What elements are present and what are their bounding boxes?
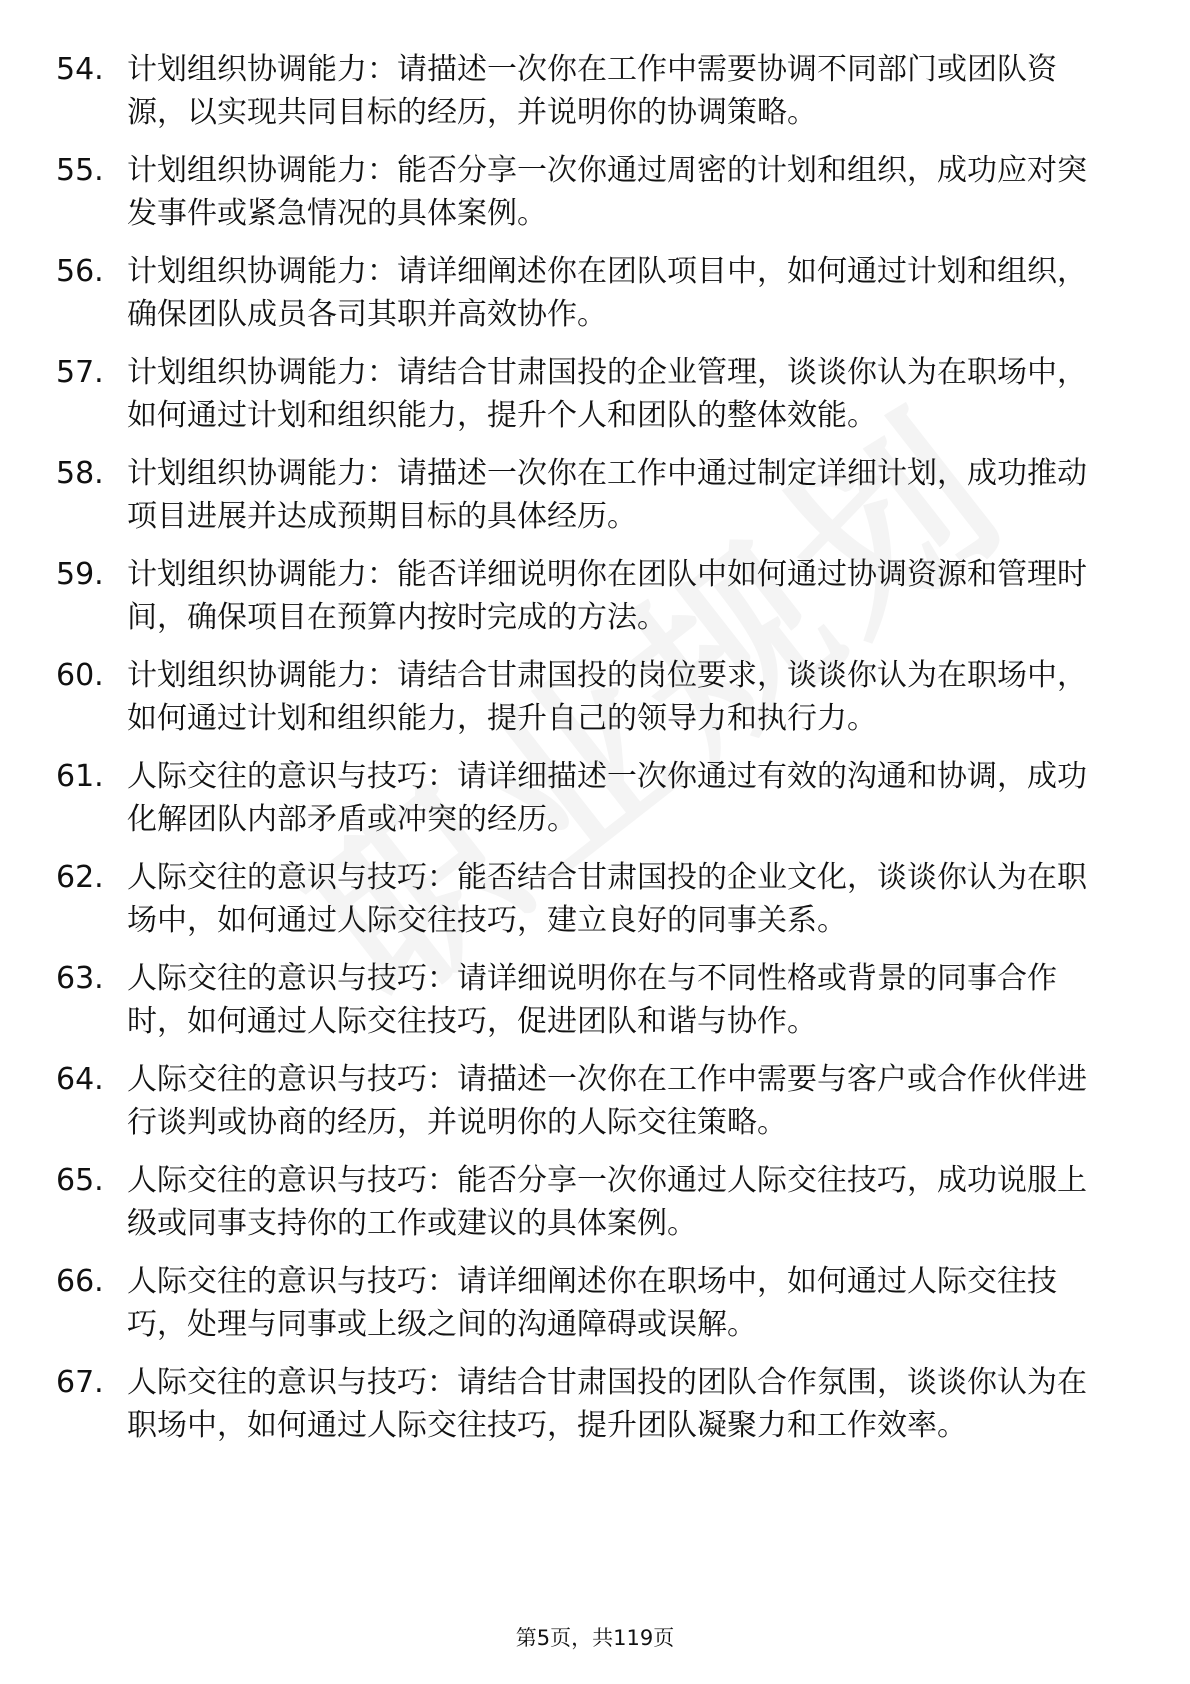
question-number: 60.: [56, 658, 104, 693]
question-text: 计划组织协调能力：请结合甘肃国投的企业管理，谈谈你认为在职场中，如何通过计划和组织能力，提升个人和团队的整体效能。: [127, 355, 1087, 433]
question-item-62: [56, 856, 1096, 942]
question-text: 人际交往的意识与技巧：请详细阐述你在职场中，如何通过人际交往技巧，处理与同事或上级之间的沟通障碍或误解。: [127, 1264, 1057, 1342]
question-item-56: [56, 250, 1096, 336]
question-item-65: [56, 1159, 1096, 1245]
question-list: [56, 48, 1096, 1462]
question-number: 58.: [56, 456, 104, 491]
question-item-66: [56, 1260, 1096, 1346]
page-footer: [0, 1622, 1190, 1652]
question-item-54: [56, 48, 1096, 134]
question-text: 人际交往的意识与技巧：请结合甘肃国投的团队合作氛围，谈谈你认为在职场中，如何通过人际交往技巧，提升团队凝聚力和工作效率。: [127, 1365, 1087, 1443]
question-text: 人际交往的意识与技巧：请详细说明你在与不同性格或背景的同事合作时，如何通过人际交往技巧，促进团队和谐与协作。: [127, 961, 1057, 1039]
question-number: 67.: [56, 1365, 104, 1400]
question-item-60: [56, 654, 1096, 740]
question-text: 人际交往的意识与技巧：请详细描述一次你通过有效的沟通和协调，成功化解团队内部矛盾或冲突的经历。: [127, 759, 1087, 837]
question-item-67: [56, 1361, 1096, 1447]
question-number: 54.: [56, 52, 104, 87]
question-text: 计划组织协调能力：请描述一次你在工作中需要协调不同部门或团队资源，以实现共同目标的经历，并说明你的协调策略。: [127, 52, 1057, 130]
question-number: 65.: [56, 1163, 104, 1198]
question-number: 57.: [56, 355, 104, 390]
question-item-63: [56, 957, 1096, 1043]
page-number: 第5页，共119页: [515, 1626, 675, 1650]
question-item-57: [56, 351, 1096, 437]
question-text: 人际交往的意识与技巧：能否分享一次你通过人际交往技巧，成功说服上级或同事支持你的工作或建议的具体案例。: [127, 1163, 1087, 1241]
question-text: 计划组织协调能力：请结合甘肃国投的岗位要求，谈谈你认为在职场中，如何通过计划和组织能力，提升自己的领导力和执行力。: [127, 658, 1087, 736]
question-text: 人际交往的意识与技巧：请描述一次你在工作中需要与客户或合作伙伴进行谈判或协商的经历，并说明你的人际交往策略。: [127, 1062, 1087, 1140]
question-number: 62.: [56, 860, 104, 895]
question-number: 64.: [56, 1062, 104, 1097]
question-text: 计划组织协调能力：能否分享一次你通过周密的计划和组织，成功应对突发事件或紧急情况的具体案例。: [127, 153, 1087, 231]
question-number: 63.: [56, 961, 104, 996]
question-number: 56.: [56, 254, 104, 289]
question-item-64: [56, 1058, 1096, 1144]
question-text: 计划组织协调能力：请描述一次你在工作中通过制定详细计划，成功推动项目进展并达成预期目标的具体经历。: [127, 456, 1087, 534]
question-number: 66.: [56, 1264, 104, 1299]
question-item-59: [56, 553, 1096, 639]
question-number: 55.: [56, 153, 104, 188]
question-text: 人际交往的意识与技巧：能否结合甘肃国投的企业文化，谈谈你认为在职场中，如何通过人际交往技巧，建立良好的同事关系。: [127, 860, 1087, 938]
question-item-61: [56, 755, 1096, 841]
question-text: 计划组织协调能力：请详细阐述你在团队项目中，如何通过计划和组织，确保团队成员各司其职并高效协作。: [127, 254, 1087, 332]
question-item-58: [56, 452, 1096, 538]
question-number: 61.: [56, 759, 104, 794]
question-number: 59.: [56, 557, 104, 592]
question-item-55: [56, 149, 1096, 235]
question-text: 计划组织协调能力：能否详细说明你在团队中如何通过协调资源和管理时间，确保项目在预算内按时完成的方法。: [127, 557, 1087, 635]
